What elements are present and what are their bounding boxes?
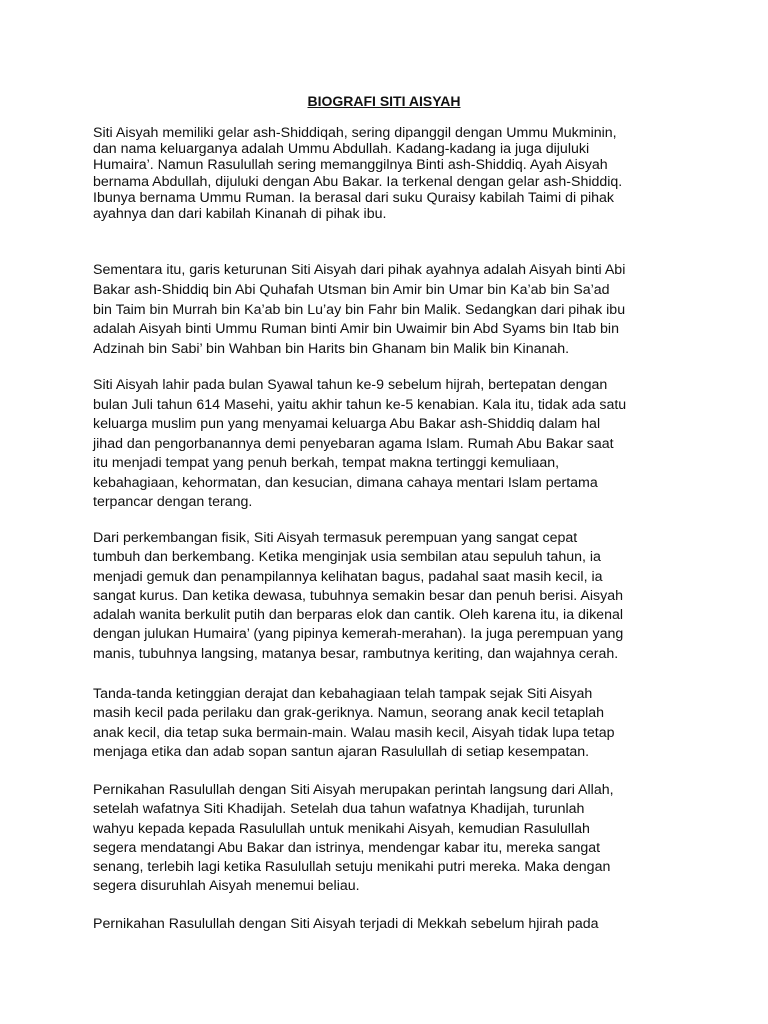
paragraph-line: adalah Aisyah binti Ummu Ruman binti Amir bin Uwaimir bin Abd Syams bin Itab bin [93, 321, 619, 338]
paragraph-line: Pernikahan Rasulullah dengan Siti Aisyah merupakan perintah langsung dari Allah, [93, 782, 614, 798]
paragraph-line: Bakar ash-Shiddiq bin Abi Quhafah Utsman bin Amir bin Umar bin Ka’ab bin Sa’ad [93, 281, 610, 298]
paragraph-line: dengan julukan Humaira’ (yang pipinya kemerah-merahan). Ia juga perempuan yang [93, 626, 624, 643]
paragraph-line: bin Taim bin Murrah bin Ka’ab bin Lu’ay bin Fahr bin Malik. Sedangkan dari pihak ibu [93, 301, 626, 318]
paragraph-line: jihad dan pengorbanannya demi penyebaran agama Islam. Rumah Abu Bakar saat [93, 435, 614, 452]
paragraph-line: senang, terlebih lagi ketika Rasulullah setuju menikahi putri mereka. Maka dengan [93, 859, 611, 876]
paragraph-line: kebahagiaan, kehormatan, dan kesucian, dimana cahaya mentari Islam pertama [93, 474, 598, 491]
paragraph-line: manis, tubuhnya langsing, matanya besar, rambutnya keriting, dan wajahnya cerah. [93, 645, 619, 662]
paragraph-line: Siti Aisyah memiliki gelar ash-Shiddiqah, sering dipanggil dengan Ummu Mukminin, [93, 125, 617, 141]
paragraph-line: Humaira’. Namun Rasulullah sering memanggilnya Binti ash-Shiddiq. Ayah Aisyah [93, 157, 608, 174]
paragraph-line: menjadi gemuk dan penampilannya kelihatan bagus, padahal saat masih kecil, ia [93, 568, 603, 585]
document-title: BIOGRAFI SITI AISYAH [307, 93, 461, 109]
paragraph-line: tumbuh dan berkembang. Ketika menginjak usia sembilan atau sepuluh tahun, ia [93, 549, 601, 566]
paragraph-line: bernama Abdullah, dijuluki dengan Abu Bakar. Ia terkenal dengan gelar ash-Shiddiq. [93, 173, 623, 190]
paragraph-line: setelah wafatnya Siti Khadijah. Setelah dua tahun wafatnya Khadijah, turunlah [93, 801, 585, 818]
paragraph-line: segera mendatangi Abu Bakar dan istrinya, mendengar kabar itu, mereka sangat [93, 839, 601, 856]
paragraph-line: Adzinah bin Sabi’ bin Wahban bin Harits bin Ghanam bin Malik bin Kinanah. [93, 341, 570, 358]
paragraph-line: keluarga muslim pun yang menyamai keluarga Abu Bakar ash-Shiddiq dalam hal [93, 416, 601, 432]
paragraph-line: Dari perkembangan fisik, Siti Aisyah termasuk perempuan yang sangat cepat [93, 530, 578, 546]
paragraph-line: menjaga etika dan adab sopan santun ajaran Rasulullah di setiap kesempatan. [93, 743, 590, 760]
paragraph-line: sangat kurus. Dan ketika dewasa, tubuhnya semakin besar dan penuh berisi. Aisyah [93, 587, 623, 604]
paragraph-line: itu menjadi tempat yang penuh berkah, tempat makna tertinggi kemuliaan, [93, 455, 560, 471]
paragraph [93, 261, 683, 360]
paragraph [93, 685, 683, 762]
paragraph [93, 781, 683, 897]
paragraph-line: Siti Aisyah lahir pada bulan Syawal tahun ke-9 sebelum hijrah, bertepatan dengan [93, 377, 608, 393]
paragraph [93, 915, 683, 934]
paragraph-line: anak kecil, dia tetap suka bermain-main. Walau masih kecil, Aisyah tidak lupa tetap [93, 724, 615, 741]
paragraph-line: ayahnya dan dari kabilah Kinanah di pihak ibu. [93, 206, 387, 223]
paragraph-line: Ibunya bernama Ummu Ruman. Ia berasal dari suku Quraisy kabilah Taimi di pihak [93, 189, 614, 206]
paragraph-line: Tanda-tanda ketinggian derajat dan kebahagiaan telah tampak sejak Siti Aisyah [93, 686, 593, 702]
paragraph-line: Sementara itu, garis keturunan Siti Aisyah dari pihak ayahnya adalah Aisyah binti Abi [93, 262, 626, 278]
paragraph-line: Pernikahan Rasulullah dengan Siti Aisyah terjadi di Mekkah sebelum hjirah pada [93, 916, 599, 932]
paragraph [93, 529, 683, 664]
paragraph [93, 376, 683, 513]
paragraph-line: adalah wanita berkulit putih dan berparas elok dan cantik. Oleh karena itu, ia dikenal [93, 607, 624, 624]
paragraph [93, 125, 683, 222]
paragraph-line: masih kecil pada perilaku dan grak-geriknya. Namun, seorang anak kecil tetaplah [93, 705, 605, 722]
paragraph-line: bulan Juli tahun 614 Masehi, yaitu akhir tahun ke-5 kenabian. Kala itu, tidak ada satu [93, 396, 627, 413]
paragraph-line: wahyu kepada kepada Rasulullah untuk menikahi Aisyah, kemudian Rasulullah [93, 820, 590, 837]
paragraph-line: dan nama keluarganya adalah Ummu Abdullah. Kadang-kadang ia juga dijuluki [93, 141, 590, 158]
paragraph-line: segera disuruhlah Aisyah menemui beliau. [93, 878, 360, 895]
paragraph-line: terpancar dengan terang. [93, 494, 253, 510]
